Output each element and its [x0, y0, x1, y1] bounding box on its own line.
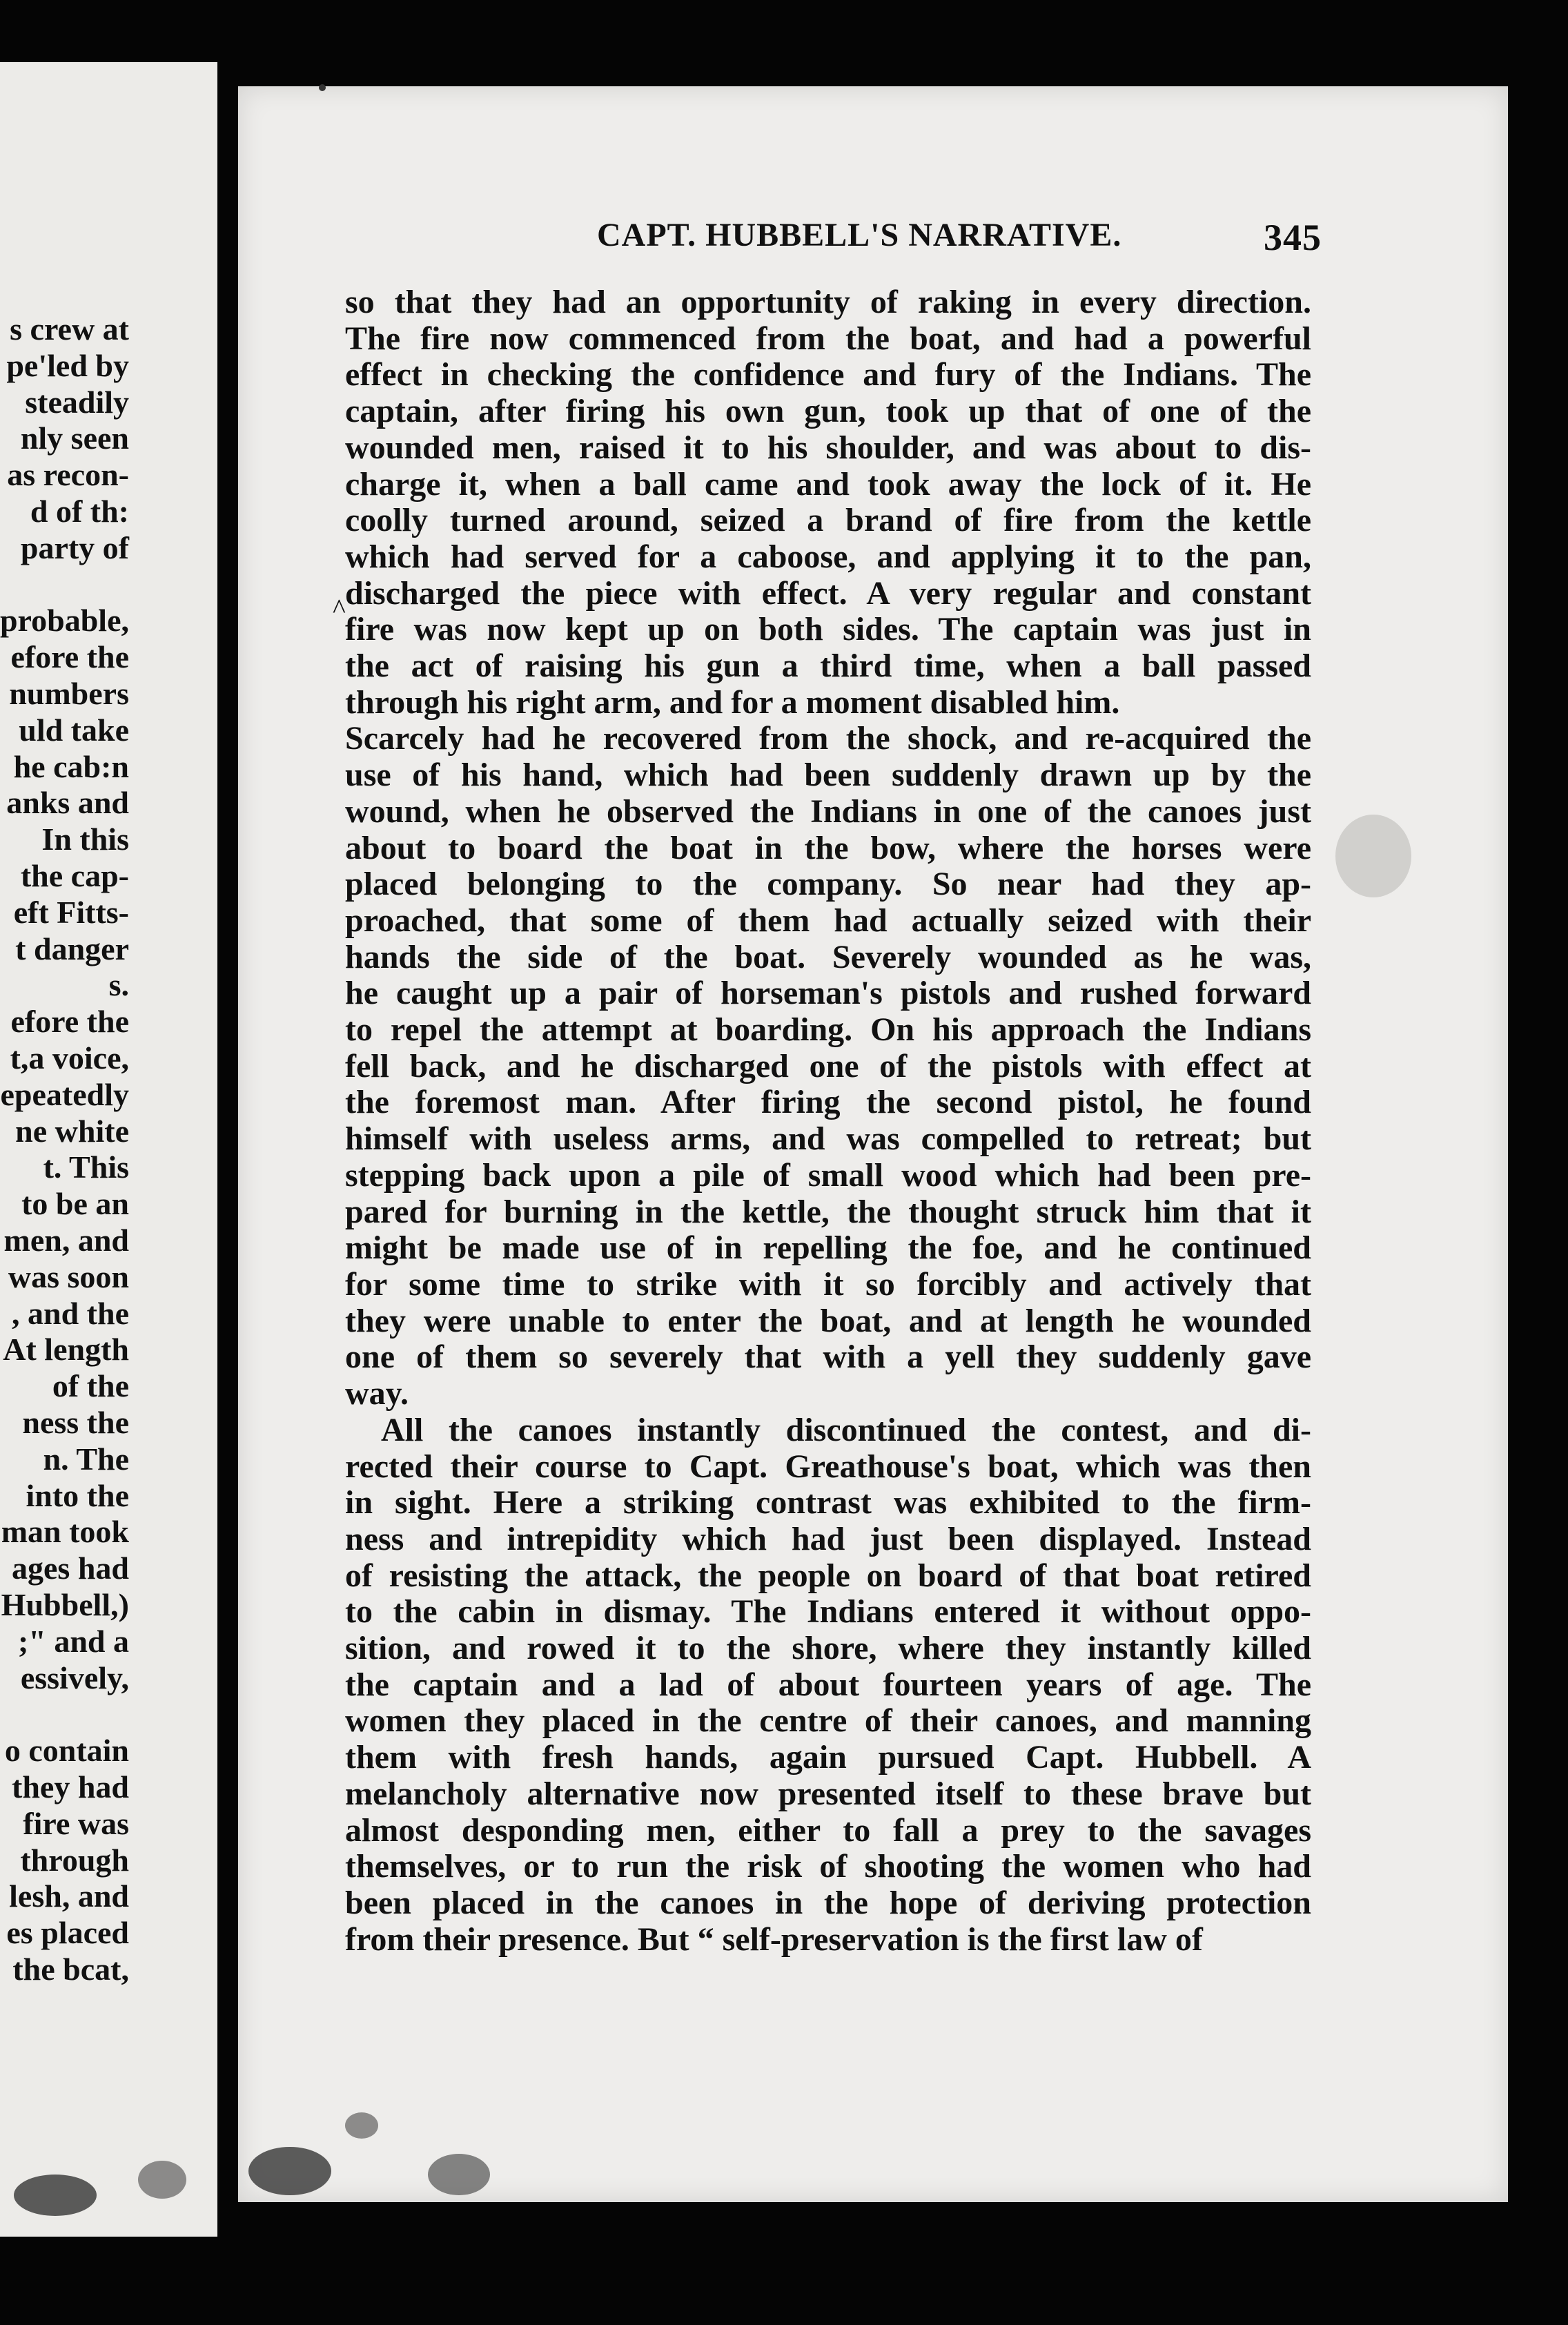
left-text-line: as recon- — [7, 457, 129, 493]
left-text-line: through — [20, 1842, 129, 1878]
left-text-line: they had — [12, 1769, 129, 1804]
text-line: which had served for a caboose, and applying it to the pan, — [345, 538, 1311, 575]
text-line: wound, when he observed the Indians in one of the canoes just — [345, 792, 1311, 830]
left-text-line: efore the — [10, 1004, 129, 1040]
left-text-line: of the — [52, 1368, 129, 1404]
left-text-line: epeatedly — [0, 1076, 129, 1112]
text-line: the foremost man. After firing the second pistol, he found — [345, 1084, 1311, 1121]
page-number: 345 — [1264, 217, 1322, 258]
text-line: them with fresh hands, again pursued Capt. Hubbell. A — [345, 1739, 1311, 1776]
text-line: hands the side of the boat. Severely wounded as he was, — [345, 938, 1311, 975]
left-text-line: In this — [41, 821, 129, 857]
text-line: discharged the piece with effect. A very regular and constant — [345, 574, 1311, 612]
left-text-line: the bcat, — [12, 1952, 129, 1987]
left-text-line: ne white — [15, 1113, 129, 1149]
text-line: themselves, or to run the risk of shooting the women who had — [345, 1848, 1311, 1885]
text-line: one of them so severely that with a yell they suddenly gave — [345, 1339, 1311, 1376]
text-line: captain, after firing his own gun, took up that of one of the — [345, 393, 1311, 430]
text-line: wounded men, raised it to his shoulder, and was about to dis- — [345, 429, 1311, 466]
left-text-line: eft Fitts- — [13, 894, 129, 930]
left-text-line: pe'led by — [6, 347, 129, 383]
text-line: stepping back upon a pile of small wood which had been pre- — [345, 1156, 1311, 1194]
text-line: they were unable to enter the boat, and at length he wounded — [345, 1302, 1311, 1339]
left-text-line: ;" and a — [17, 1623, 129, 1659]
margin-mark: ^ — [333, 593, 346, 624]
text-line: for some time to strike with it so forcibly and actively that — [345, 1265, 1311, 1303]
left-text-line: t. This — [43, 1149, 129, 1185]
left-text-line: man took — [1, 1514, 129, 1550]
text-line: ness and intrepidity which had just been displayed. Instead — [345, 1520, 1311, 1557]
text-line: way. — [345, 1375, 409, 1412]
left-text-line: nly seen — [20, 420, 129, 456]
text-line: fire was now kept up on both sides. The captain was just in — [345, 611, 1311, 648]
ink-stain — [138, 2161, 186, 2199]
text-line: All the canoes instantly discontinued the contest, and di- — [381, 1411, 1311, 1448]
left-text-line: anks and — [6, 785, 129, 821]
text-line: so that they had an opportunity of raking in every direction. — [345, 284, 1311, 320]
left-text-line: s. — [108, 967, 129, 1003]
left-text-line: ness the — [22, 1405, 129, 1440]
text-line: proached, that some of them had actually seized with their — [345, 902, 1311, 939]
text-line: melancholy alternative now presented itself to these brave but — [345, 1775, 1311, 1812]
running-title: CAPT. HUBBELL'S NARRATIVE. — [597, 217, 1122, 253]
left-text-line: party of — [20, 529, 129, 565]
left-text-line: essively, — [20, 1660, 129, 1695]
text-line: effect in checking the confidence and fury of the Indians. The — [345, 356, 1311, 393]
left-text-line: uld take — [19, 712, 129, 748]
left-text-line: into the — [26, 1477, 129, 1513]
text-line: women they placed in the centre of their canoes, and manning — [345, 1702, 1311, 1740]
text-line: of resisting the attack, the people on board of that boat retired — [345, 1557, 1311, 1594]
text-line: to repel the attempt at boarding. On his approach the Indians — [345, 1011, 1311, 1049]
text-line: the act of raising his gun a third time, when a ball passed — [345, 648, 1311, 685]
text-line: almost desponding men, either to fall a prey to the savages — [345, 1811, 1311, 1849]
text-line: in sight. Here a striking contrast was exhibited to the firm- — [345, 1484, 1311, 1521]
left-text-line: ages had — [12, 1550, 129, 1586]
left-text-line: , and the — [12, 1295, 129, 1331]
page-smudge — [1335, 815, 1411, 897]
text-line: he caught up a pair of horseman's pistols and rushed forward — [345, 975, 1311, 1012]
text-line: to the cabin in dismay. The Indians entered it without oppo- — [345, 1593, 1311, 1631]
text-line: through his right arm, and for a moment disabled him. — [345, 683, 1120, 721]
text-line: sition, and rowed it to the shore, where they instantly killed — [345, 1630, 1311, 1667]
text-line: rected their course to Capt. Greathouse's boat, which was then — [345, 1448, 1311, 1485]
left-text-line: probable, — [0, 603, 129, 639]
ink-stain — [14, 2175, 97, 2216]
left-text-line: d of th: — [30, 494, 129, 529]
left-page-fragment — [0, 62, 217, 2237]
text-line: Scarcely had he recovered from the shock, and re-acquired the — [345, 720, 1311, 757]
ink-stain — [345, 2112, 378, 2139]
left-text-line: s crew at — [10, 311, 129, 347]
left-text-line: es placed — [6, 1915, 129, 1951]
text-line: use of his hand, which had been suddenly drawn up by the — [345, 757, 1311, 794]
page-speck — [319, 84, 326, 91]
left-text-line: to be an — [21, 1186, 129, 1222]
left-text-line: Hubbell,) — [1, 1587, 129, 1622]
text-line: from their presence. But “ self-preservation is the first law of — [345, 1920, 1203, 1958]
left-text-line: o contain — [4, 1733, 129, 1769]
left-text-line: t,a voice, — [10, 1040, 129, 1076]
left-text-line: t danger — [15, 931, 129, 966]
text-line: about to board the boat in the bow, where the horses were — [345, 829, 1311, 866]
text-line: pared for burning in the kettle, the thought struck him that it — [345, 1193, 1311, 1230]
ink-stain — [428, 2154, 490, 2195]
text-line: placed belonging to the company. So near had they ap- — [345, 866, 1311, 903]
left-text-line: fire was — [23, 1805, 129, 1841]
left-text-line: n. The — [43, 1441, 129, 1477]
text-line: the captain and a lad of about fourteen years of age. The — [345, 1666, 1311, 1703]
body-text — [345, 284, 1311, 1958]
text-line: might be made use of in repelling the foe, and he continued — [345, 1229, 1311, 1267]
left-text-line: the cap- — [20, 858, 129, 893]
left-text-line: lesh, and — [9, 1878, 129, 1914]
ink-stain — [248, 2147, 331, 2195]
left-text-line: numbers — [9, 676, 129, 711]
text-line: himself with useless arms, and was compelled to retreat; but — [345, 1120, 1311, 1158]
text-line: fell back, and he discharged one of the pistols with effect at — [345, 1047, 1311, 1084]
text-line: charge it, when a ball came and took away the lock of it. He — [345, 465, 1311, 503]
text-line: coolly turned around, seized a brand of fire from the kettle — [345, 502, 1311, 539]
text-line: been placed in the canoes in the hope of deriving protection — [345, 1884, 1311, 1921]
left-text-line: men, and — [3, 1223, 129, 1258]
left-text-line: At length — [3, 1332, 129, 1368]
left-text-line: steadily — [25, 384, 129, 420]
left-text-line: he cab:n — [13, 748, 129, 784]
text-line: The fire now commenced from the boat, and had a powerful — [345, 320, 1311, 357]
left-text-line: efore the — [10, 639, 129, 675]
left-text-line: was soon — [8, 1258, 129, 1294]
